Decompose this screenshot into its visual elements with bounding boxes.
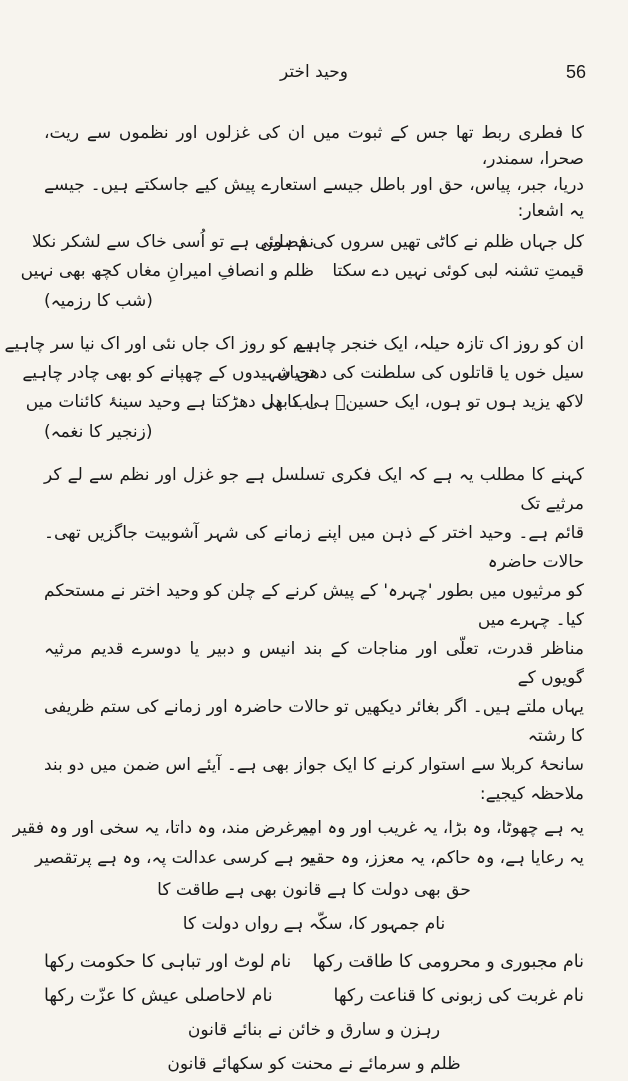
center-line: رہزن و سارق و خائن نے بنائے قانون [187, 1020, 441, 1040]
text-line: کہنے کا مطلب یہ ہے کہ ایک فکری تسلسل ہے جو غزل اور نظم سے لے کر مرثیے تک [44, 465, 584, 514]
main-paragraph [44, 461, 584, 809]
intro-paragraph [44, 120, 584, 224]
text-line: کا فطری ربط تھا جس کے ثبوت میں ان کی غزلوں اور نظموں سے ریت، صحرا، سمندر، [44, 123, 584, 169]
text-line: مناظر قدرت، تعلّی اور مناجات کے بند انیس و دبیر یا دوسرے قدیم مرثیہ گویوں کے [44, 639, 584, 688]
couplet [22, 359, 584, 388]
couplet [4, 330, 584, 359]
couplet [35, 843, 584, 873]
source-citation: (زنجیر کا نغمہ) [44, 422, 153, 442]
center-line: ظلم و سرمائے نے محنت کو سکھائے قانون [167, 1054, 461, 1074]
hemistich-second: نم ہوئی ہے تو اُسی خاک سے لشکر نکلا [32, 232, 314, 252]
hemistich-first: کل جہاں ظلم نے کاٹی تھیں سروں کی فصلیں [260, 232, 584, 252]
hemistich-second: یہ غرض مند، وہ داتا، یہ سخی اور وہ فقیر [12, 818, 314, 838]
page-number: 56 [566, 62, 587, 82]
center-verse-1 [44, 873, 584, 941]
hemistich-first: یہ ہے چھوٹا، وہ بڑا، یہ غریب اور وہ امیر [293, 818, 584, 838]
center-line: حق بھی دولت کا ہے قانون بھی ہے طاقت کا [157, 880, 471, 900]
text-line: کو مرثیوں میں بطور 'چہرہ' کے پیش کرنے کے چلن کو وحید اختر نے مستحکم کیا۔ چہرے میں [44, 581, 584, 630]
hemistich-second: نام لوٹ اور تباہی کا حکومت رکھا [44, 952, 292, 972]
couplet [44, 979, 584, 1013]
hemistich-first: نام مجبوری و محرومی کا طاقت رکھا [312, 952, 584, 972]
hemistich-first: یہ رعایا ہے، وہ حاکم، یہ معزز، وہ حقیر [301, 848, 584, 868]
hemistich-second: تن شہیدوں کے چھپانے کو بھی چادر چاہیے [22, 363, 314, 383]
center-verse-2 [44, 1013, 584, 1081]
text-line: قائم ہے۔ وحید اختر کے ذہن میں اپنے زمانے کی شہر آشوبیت جاگزیں تھی۔ حالات حاضرہ [44, 523, 584, 572]
hemistich-second: یہ ہے کرسی عدالت پہ، وہ ہے پرتقصیر [35, 848, 314, 868]
hemistich-first: سیل خوں یا قاتلوں کی سلطنت کی دھجیاں [276, 363, 584, 383]
couplet [44, 945, 584, 979]
hemistich-second: ہم کو روز اک جاں نئی اور اک نیا سر چاہیے [4, 334, 314, 354]
hemistich-first: قیمتِ تشنہ لبی کوئی نہیں دے سکتا [332, 261, 584, 281]
couplet [20, 257, 584, 286]
hemistich-first: ان کو روز اک تازہ حیلہ، ایک خنجر چاہیے [295, 334, 584, 354]
verse-block-1 [20, 228, 584, 286]
verse-block-3 [12, 813, 584, 873]
hemistich-first: نام غربت کی زبونی کا قناعت رکھا [333, 986, 584, 1006]
text-line: دریا، جبر، پیاس، حق اور باطل جیسے استعارے پیش کیے جاسکتے ہیں۔ جیسے یہ اشعار: [44, 175, 584, 221]
hemistich-second: ظلم و انصافِ امیرانِ مغاں کچھ بھی نہیں [20, 261, 314, 281]
verse-block-2 [4, 330, 584, 417]
couplet [12, 813, 584, 843]
running-title: وحید اختر [280, 62, 348, 82]
page-body [4, 120, 584, 1081]
text-line: یہاں ملتے ہیں۔ اگر بغائر دیکھیں تو حالات حاضرہ اور زمانے کی ستم ظریفی کا رشتہ [44, 697, 584, 746]
hemistich-first: لاکھ یزید ہوں تو ہوں، ایک حسینؑ ہی کا دل [261, 392, 584, 412]
hemistich-second: نام لاحاصلی عیش کا عزّت رکھا [44, 986, 273, 1006]
couplet [32, 228, 584, 257]
text-line: سانحۂ کربلا سے استوار کرنے کا ایک جواز بھی ہے۔ آیئے اس ضمن میں دو بند ملاحظہ کیجیے: [44, 755, 584, 804]
verse-block-4 [44, 945, 584, 1013]
hemistich-second: اب بھی دھڑکتا ہے وحید سینۂ کائنات میں [25, 392, 314, 412]
source-citation: (شب کا رزمیہ) [44, 291, 153, 311]
couplet [25, 388, 584, 417]
center-line: نام جمہور کا، سکّہ ہے رواں دولت کا [182, 914, 446, 934]
